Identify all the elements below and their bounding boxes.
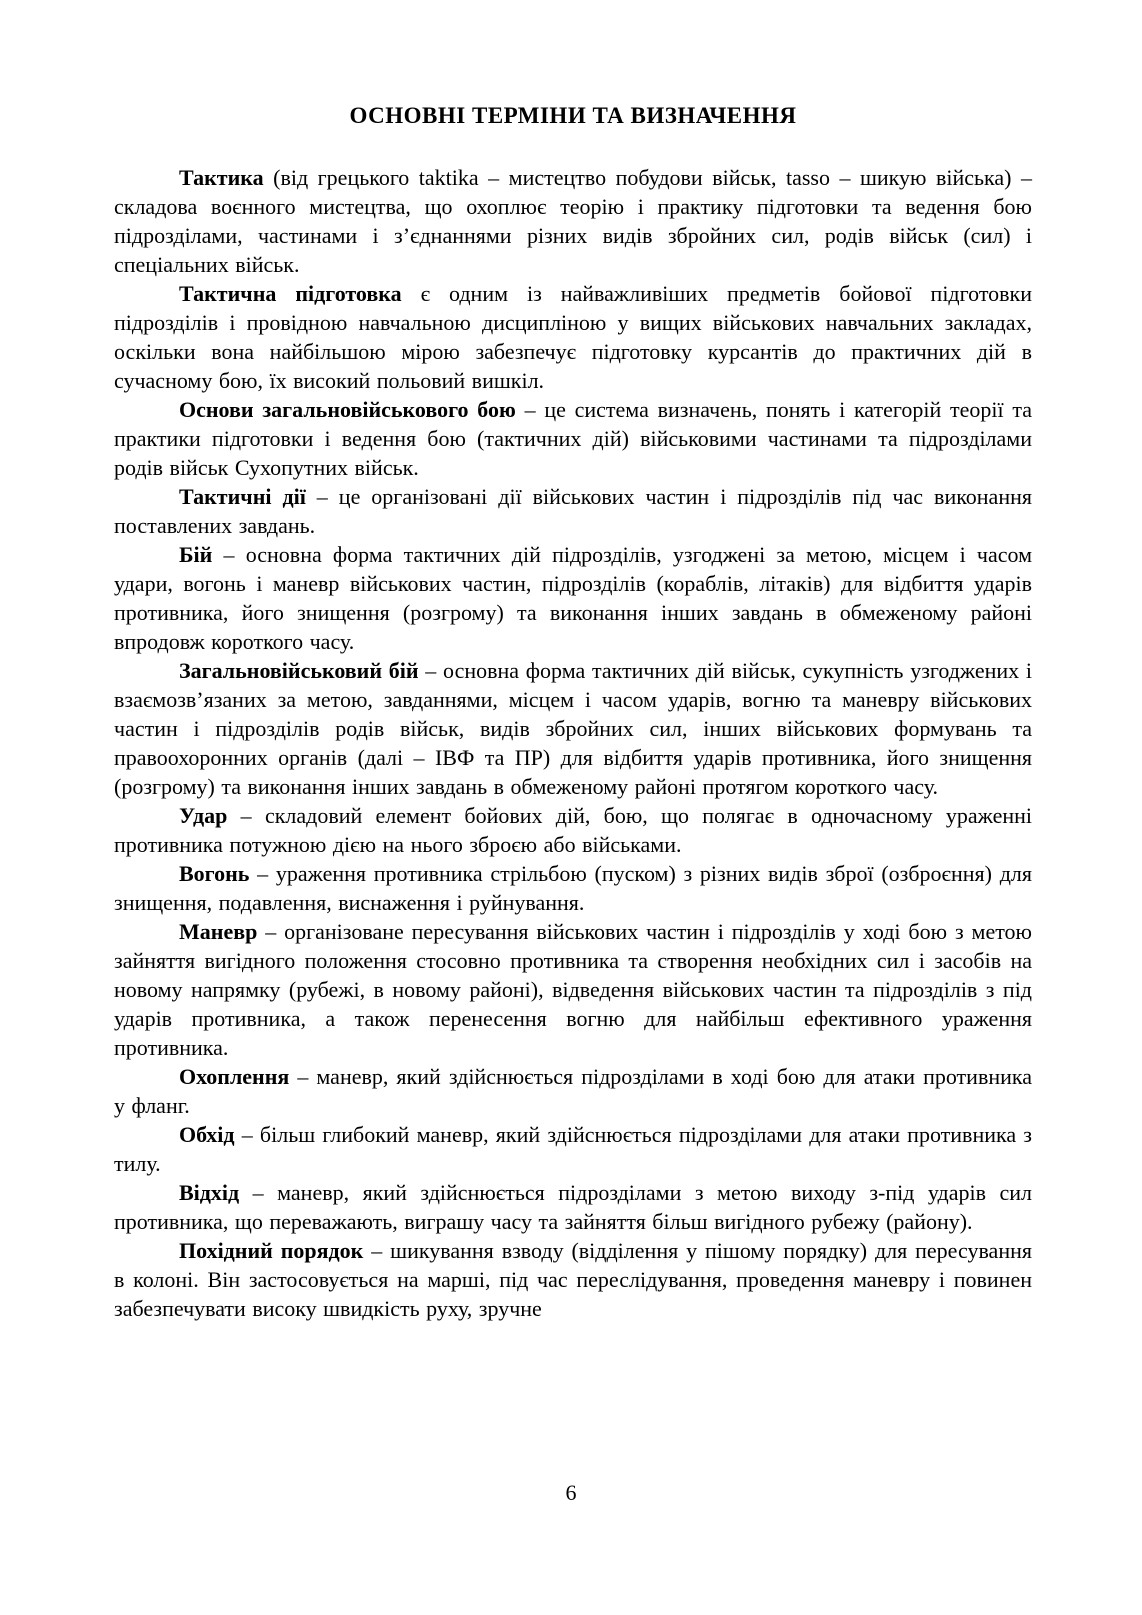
- definition-text: – організоване пересування військових частин і підрозділів у ході бою з метою зайняття вигідного положення стосовно противника та створення необхідних сил і засобів на новому напрямку (рубежі, в новому районі), відведення військових частин та підрозділів з під ударів противника, а також перенесення вогню для найбільш ефективного ураження противника.: [114, 919, 1032, 1060]
- definition-paragraph: [114, 279, 1032, 395]
- definition-text: – ураження противника стрільбою (пуском) з різних видів зброї (озброєння) для знищення, подавлення, виснаження і руйнування.: [114, 861, 1032, 915]
- definition-paragraph: [114, 859, 1032, 917]
- definition-paragraph: [114, 163, 1032, 279]
- term-label: Похідний порядок: [179, 1238, 364, 1263]
- definition-text: – основна форма тактичних дій військ, сукупність узгоджених і взаємозв’язаних за метою, завданнями, місцем і часом ударів, вогню та маневру військових частин і підрозділів родів військ, видів збройних сил, інших військових формувань та правоохоронних органів (далі – ІВФ та ПР) для відбиття ударів противника, його знищення (розгрому) та виконання інших завдань в обмеженому районі протягом короткого часу.: [114, 658, 1032, 799]
- definition-text: – це система визначень, понять і категорій теорії та практики підготовки і ведення бою (тактичних дій) військовими частинами та підрозділами родів військ Сухопутних військ.: [114, 397, 1032, 480]
- term-label: Тактичні дії: [179, 484, 306, 509]
- definition-paragraph: [114, 395, 1032, 482]
- page-title: ОСНОВНІ ТЕРМІНИ ТА ВИЗНАЧЕННЯ: [349, 103, 797, 128]
- definition-paragraph: [114, 1236, 1032, 1323]
- definition-text: (від грецького taktika – мистецтво побудови військ, tasso – шикую війська) – складова воєнного мистецтва, що охоплює теорію і практику підготовки та ведення бою підрозділами, частинами і з’єднаннями різних видів збройних сил, родів військ (сил) і спеціальних військ.: [114, 165, 1032, 277]
- definition-paragraph: [114, 1062, 1032, 1120]
- term-label: Бій: [179, 542, 213, 567]
- definition-text: – маневр, який здійснюється підрозділами в ході бою для атаки противника у фланг.: [114, 1064, 1032, 1118]
- term-label: Загальновійськовий бій: [179, 658, 419, 683]
- page-number: 6: [565, 1480, 577, 1505]
- definition-paragraph: [114, 540, 1032, 656]
- term-label: Маневр: [179, 919, 258, 944]
- definition-paragraph: [114, 917, 1032, 1062]
- term-label: Тактика: [179, 165, 264, 190]
- definition-text: – шикування взводу (відділення у пішому порядку) для пересування в колоні. Він застосовується на марші, під час переслідування, проведення маневру і повинен забезпечувати високу швидкість руху, зручне: [114, 1238, 1032, 1321]
- definition-text: – більш глибокий маневр, який здійснюється підрозділами для атаки противника з тилу.: [114, 1122, 1032, 1176]
- term-label: Тактична підготовка: [179, 281, 402, 306]
- definition-text: – основна форма тактичних дій підрозділів, узгоджені за метою, місцем і часом удари, вогонь і маневр військових частин, підрозділів (кораблів, літаків) для відбиття ударів противника, його знищення (розгрому) та виконання інших завдань в обмеженому районі впродовж короткого часу.: [114, 542, 1032, 654]
- page-content: [114, 103, 1032, 1323]
- term-label: Удар: [179, 803, 228, 828]
- term-label: Вогонь: [179, 861, 250, 886]
- definition-paragraph: [114, 656, 1032, 801]
- definition-paragraph: [114, 1120, 1032, 1178]
- term-label: Охоплення: [179, 1064, 290, 1089]
- definition-text: – це організовані дії військових частин і підрозділів під час виконання поставлених завдань.: [114, 484, 1032, 538]
- term-label: Обхід: [179, 1122, 235, 1147]
- term-label: Основи загальновійськового бою: [179, 397, 516, 422]
- definition-paragraph: [114, 482, 1032, 540]
- term-label: Відхід: [179, 1180, 240, 1205]
- definition-text: є одним із найважливіших предметів бойової підготовки підрозділів і провідною навчальною дисципліною у вищих військових навчальних закладах, оскільки вона найбільшою мірою забезпечує підготовку курсантів до практичних дій в сучасному бою, їх високий польовий вишкіл.: [114, 281, 1032, 393]
- definition-text: – маневр, який здійснюється підрозділами з метою виходу з-під ударів сил противника, що переважають, виграшу часу та зайняття більш вигідного рубежу (району).: [114, 1180, 1032, 1234]
- definition-paragraph: [114, 1178, 1032, 1236]
- definition-text: – складовий елемент бойових дій, бою, що полягає в одночасному ураженні противника потужною дією на нього зброєю або військами.: [114, 803, 1032, 857]
- definition-paragraph: [114, 801, 1032, 859]
